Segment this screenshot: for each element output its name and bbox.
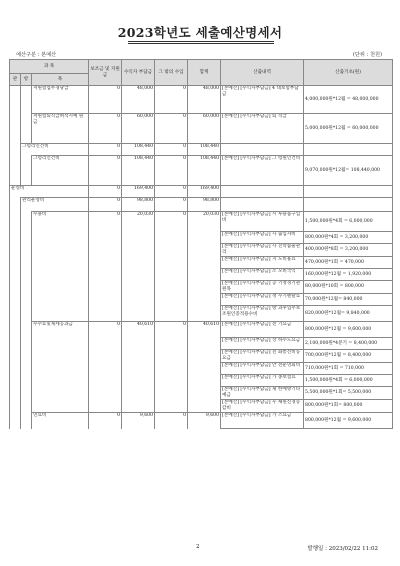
cell-basis: 1,500,000원*4회 = 6,000,000: [304, 375, 393, 387]
cell-gwan: [10, 269, 21, 281]
cell-detail: [본예산] [수익자부담금] 사 진학습물관리: [221, 244, 304, 257]
cell-total: 20,030: [188, 212, 221, 232]
cell-total: 98,800: [188, 198, 221, 212]
cell-detail: [본예산] [수익자부담금] 소 모비국익: [221, 269, 304, 281]
header-mok: 목: [32, 74, 89, 86]
cell-hang: [21, 306, 32, 322]
budget-row: [10, 413, 393, 429]
cell-gwan: [10, 363, 21, 375]
cell-benef: [122, 244, 155, 257]
cell-gwan: [10, 281, 21, 294]
cell-basis: 820,000원*12월= 9,840,000: [304, 306, 393, 322]
cell-gwan: [10, 156, 21, 186]
cell-total: 108,440: [188, 144, 221, 156]
issue-date: 발행일 : 2023/02/22 11:02: [307, 546, 378, 552]
cell-subsidy: [89, 400, 122, 413]
cell-detail: [221, 186, 304, 198]
cell-mok: [32, 269, 89, 281]
cell-mok: [32, 294, 89, 306]
cell-benef: [122, 306, 155, 322]
cell-basis: 160,000원*12월 = 1,920,000: [304, 269, 393, 281]
budget-row: [10, 375, 393, 387]
budget-type-label: 예산구분 : 본예산: [16, 52, 57, 58]
cell-basis: [304, 186, 393, 198]
cell-total: 48,000: [188, 86, 221, 114]
cell-subsidy: [89, 363, 122, 375]
cell-hang: [21, 375, 32, 387]
cell-benef: 48,000: [122, 86, 155, 114]
cell-gwan: [10, 322, 21, 338]
cell-other: 0: [155, 114, 188, 144]
cell-item-name: 수수료및제세공과금: [32, 322, 89, 338]
cell-detail: [본예산] [수익자부담금] 안 전운영회비: [221, 363, 304, 375]
cell-detail: [본예산] [수익자부담금] 그 령원인건비: [221, 156, 304, 186]
cell-total: [188, 294, 221, 306]
cell-benef: 60,000: [122, 114, 155, 144]
cell-hang: [21, 363, 32, 375]
cell-gwan: [10, 244, 21, 257]
cell-other: [155, 363, 188, 375]
cell-subsidy: 0: [89, 144, 122, 156]
cell-subsidy: [89, 294, 122, 306]
budget-row: [10, 322, 393, 338]
cell-basis: 800,000원*4회 = 3,200,000: [304, 232, 393, 244]
cell-other: [155, 387, 188, 400]
cell-detail: [본예산] [수익자부담금] 지 도비용료: [221, 257, 304, 269]
cell-total: 60,000: [188, 114, 221, 144]
budget-row: [10, 86, 393, 114]
cell-subsidy: 0: [89, 322, 122, 338]
cell-benef: 9,600: [122, 413, 155, 429]
cell-item-name: 관리운영비: [21, 198, 89, 212]
cell-basis: 470,000원*1회 = 470,000: [304, 257, 393, 269]
cell-total: [188, 269, 221, 281]
cell-other: [155, 281, 188, 294]
cell-gwan: [10, 350, 21, 363]
cell-benef: [122, 400, 155, 413]
cell-gwan: [10, 400, 21, 413]
cell-total: 108,440: [188, 156, 221, 186]
cell-gwan: [10, 387, 21, 400]
cell-hang: [21, 413, 32, 429]
cell-other: [155, 400, 188, 413]
cell-basis: 9,070,000원*12월= 108,440,000: [304, 156, 393, 186]
budget-row: [10, 212, 393, 232]
cell-subsidy: [89, 269, 122, 281]
cell-total: [188, 244, 221, 257]
budget-row: [10, 350, 393, 363]
header-hang: 항: [21, 74, 32, 86]
cell-subsidy: [89, 244, 122, 257]
cell-detail: [본예산] [수익자부담금] 방 과후업무보조원인증적용수비: [221, 306, 304, 322]
budget-row: [10, 257, 393, 269]
cell-subsidy: 0: [89, 413, 122, 429]
cell-mok: [32, 338, 89, 350]
cell-detail: [본예산] [수익자부담금] 정 수기렌탈료: [221, 294, 304, 306]
cell-other: 0: [155, 186, 188, 198]
cell-basis: 70,000원*12월= 840,000: [304, 294, 393, 306]
cell-subsidy: [89, 232, 122, 244]
cell-mok: [32, 232, 89, 244]
cell-detail: [221, 198, 304, 212]
cell-benef: [122, 350, 155, 363]
budget-row: [10, 387, 393, 400]
cell-detail: [221, 144, 304, 156]
header-beneficiary: 수익자 부담금: [122, 60, 155, 86]
header-detail: 산출내역: [221, 60, 304, 86]
cell-subsidy: [89, 306, 122, 322]
cell-benef: [122, 387, 155, 400]
budget-row: [10, 156, 393, 186]
cell-mok: [32, 257, 89, 269]
cell-gwan: [10, 114, 21, 144]
cell-basis: 800,000원*12월 = 9,600,000: [304, 413, 393, 429]
cell-total: [188, 338, 221, 350]
cell-other: 0: [155, 198, 188, 212]
cell-detail: [본예산] [수익자부담금] 우 체원신경등감비: [221, 400, 304, 413]
cell-basis: 800,000원*1회= 800,000: [304, 400, 393, 413]
cell-mok: [32, 375, 89, 387]
cell-total: 169,400: [188, 186, 221, 198]
cell-detail: [본예산] [수익자부담금] 상 하수도요금: [221, 338, 304, 350]
cell-gwan: [10, 257, 21, 269]
cell-gwan: [10, 338, 21, 350]
budget-row: [10, 269, 393, 281]
cell-basis: 700,000원*12월 = 8,400,000: [304, 350, 393, 363]
cell-subsidy: [89, 257, 122, 269]
cell-benef: 108,440: [122, 156, 155, 186]
budget-row: [10, 363, 393, 375]
cell-basis: 4,000,000원*12월 = 48,000,000: [304, 86, 393, 114]
budget-row: [10, 294, 393, 306]
cell-mok: [32, 281, 89, 294]
cell-total: [188, 306, 221, 322]
cell-hang: [21, 294, 32, 306]
header-category: 과 목: [10, 60, 89, 74]
cell-other: 0: [155, 86, 188, 114]
cell-other: [155, 338, 188, 350]
cell-total: [188, 232, 221, 244]
cell-gwan: [10, 306, 21, 322]
cell-mok: [32, 244, 89, 257]
cell-detail: [본예산] [수익자부담금] 공 기정경기관원목: [221, 281, 304, 294]
budget-row: [10, 198, 393, 212]
cell-gwan: [10, 294, 21, 306]
budget-table-body: [10, 86, 393, 429]
budget-table: [9, 59, 393, 429]
header-basis: 산출기초(원): [304, 60, 393, 86]
cell-basis: 80,000원*10회 = 800,000: [304, 281, 393, 294]
cell-hang: [21, 387, 32, 400]
cell-benef: 169,400: [122, 186, 155, 198]
cell-benef: [122, 363, 155, 375]
cell-subsidy: [89, 350, 122, 363]
cell-mok: [32, 350, 89, 363]
cell-other: 0: [155, 212, 188, 232]
cell-benef: [122, 232, 155, 244]
cell-total: [188, 400, 221, 413]
cell-hang: [21, 269, 32, 281]
budget-row: [10, 144, 393, 156]
cell-other: [155, 350, 188, 363]
cell-detail: [본예산] [수익자부담금] 4 대보험부담금: [221, 86, 304, 114]
cell-basis: 5,000,000원*12월 = 60,000,000: [304, 114, 393, 144]
header-subsidy: 보조금 및 지원금: [89, 60, 122, 86]
cell-other: [155, 294, 188, 306]
cell-benef: [122, 294, 155, 306]
cell-benef: [122, 269, 155, 281]
cell-benef: [122, 257, 155, 269]
cell-subsidy: 0: [89, 156, 122, 186]
title-underline-double: [128, 43, 274, 44]
cell-other: 0: [155, 413, 188, 429]
cell-gwan: [10, 232, 21, 244]
cell-hang: [21, 322, 32, 338]
cell-subsidy: 0: [89, 198, 122, 212]
cell-other: 0: [155, 156, 188, 186]
cell-detail: [본예산] [수익자부담금] 제 한예방기타예금: [221, 387, 304, 400]
cell-basis: 710,000원*1회 = 710,000: [304, 363, 393, 375]
cell-total: [188, 363, 221, 375]
page-number: 2: [196, 544, 200, 550]
cell-item-name: 수용비: [32, 212, 89, 232]
cell-hang: [21, 232, 32, 244]
cell-other: 0: [155, 144, 188, 156]
header-other: 그 밖의 수입: [155, 60, 188, 86]
cell-basis: 2,100,000원*4분기 = 8,400,000: [304, 338, 393, 350]
cell-mok: [32, 306, 89, 322]
cell-benef: 108,440: [122, 144, 155, 156]
page-title: 2023학년도 세출예산명세서: [117, 25, 283, 40]
cell-other: 0: [155, 322, 188, 338]
cell-mok: [32, 387, 89, 400]
cell-gwan: [10, 375, 21, 387]
budget-row: [10, 281, 393, 294]
cell-hang: [21, 400, 32, 413]
cell-item-name: 저원험업무경당급: [32, 86, 89, 114]
budget-row: [10, 232, 393, 244]
cell-subsidy: 0: [89, 212, 122, 232]
cell-total: [188, 375, 221, 387]
cell-hang: [21, 257, 32, 269]
cell-other: [155, 257, 188, 269]
cell-other: [155, 306, 188, 322]
cell-basis: 800,000원*12월 = 9,600,000: [304, 322, 393, 338]
budget-row: [10, 306, 393, 322]
cell-basis: 1,500,000원*4회 = 6,000,000: [304, 212, 393, 232]
cell-hang: [21, 281, 32, 294]
cell-detail: [본예산] [수익자부담금] 퇴 직급: [221, 114, 304, 144]
cell-total: 9,600: [188, 413, 221, 429]
cell-basis: [304, 144, 393, 156]
cell-subsidy: 0: [89, 86, 122, 114]
cell-total: [188, 387, 221, 400]
cell-detail: [본예산] [수익자부담금] 전 기요금: [221, 322, 304, 338]
cell-benef: 40,610: [122, 322, 155, 338]
cell-hang: [21, 156, 32, 186]
cell-other: [155, 269, 188, 281]
cell-mok: [32, 400, 89, 413]
cell-total: [188, 257, 221, 269]
cell-benef: 20,030: [122, 212, 155, 232]
cell-benef: [122, 375, 155, 387]
cell-other: [155, 244, 188, 257]
cell-benef: [122, 338, 155, 350]
cell-other: [155, 375, 188, 387]
cell-benef: [122, 281, 155, 294]
unit-label: (단위 : 천원): [352, 52, 382, 58]
cell-detail: [본예산] [수익자부담금] 사 출입자비: [221, 232, 304, 244]
cell-gwan: [10, 198, 21, 212]
cell-item-name: 저원험퇴직급혀석시예 원금: [32, 114, 89, 144]
cell-subsidy: 0: [89, 186, 122, 198]
cell-detail: [본예산] [수익자부담금] 전 화통신비동요금: [221, 350, 304, 363]
cell-basis: 5,500,000원*1회= 5,500,000: [304, 387, 393, 400]
cell-total: [188, 281, 221, 294]
cell-hang: [21, 86, 32, 114]
cell-detail: [본예산] [수익자부담금] 가 스요금: [221, 413, 304, 429]
cell-subsidy: [89, 387, 122, 400]
cell-detail: [본예산] [수익자부담금] 시 투용품구입비: [221, 212, 304, 232]
cell-subsidy: [89, 375, 122, 387]
cell-mok: [32, 363, 89, 375]
cell-hang: [21, 212, 32, 232]
cell-item-name: 그령리인건비: [32, 156, 89, 186]
budget-row: [10, 400, 393, 413]
budget-row: [10, 186, 393, 198]
cell-total: 40,610: [188, 322, 221, 338]
cell-hang: [21, 338, 32, 350]
cell-gwan: [10, 144, 21, 156]
cell-subsidy: 0: [89, 114, 122, 144]
cell-total: [188, 350, 221, 363]
cell-gwan: [10, 413, 21, 429]
budget-row: [10, 114, 393, 144]
cell-basis: [304, 198, 393, 212]
cell-item-name: 그령리인건비: [21, 144, 89, 156]
cell-hang: [21, 350, 32, 363]
cell-gwan: [10, 86, 21, 114]
cell-gwan: [10, 212, 21, 232]
cell-item-name: 연료비: [32, 413, 89, 429]
cell-subsidy: [89, 281, 122, 294]
header-gwan: 관: [10, 74, 21, 86]
cell-hang: [21, 114, 32, 144]
header-total: 합계: [188, 60, 221, 86]
budget-row: [10, 338, 393, 350]
cell-subsidy: [89, 338, 122, 350]
cell-detail: [본예산] [수익자부담금] 가 종보험료: [221, 375, 304, 387]
budget-row: [10, 244, 393, 257]
title-underline: [128, 41, 274, 42]
cell-other: [155, 232, 188, 244]
cell-benef: 98,800: [122, 198, 155, 212]
cell-hang: [21, 244, 32, 257]
cell-item-name: 운영비: [10, 186, 89, 198]
cell-basis: 400,000원*8회 = 3,200,000: [304, 244, 393, 257]
